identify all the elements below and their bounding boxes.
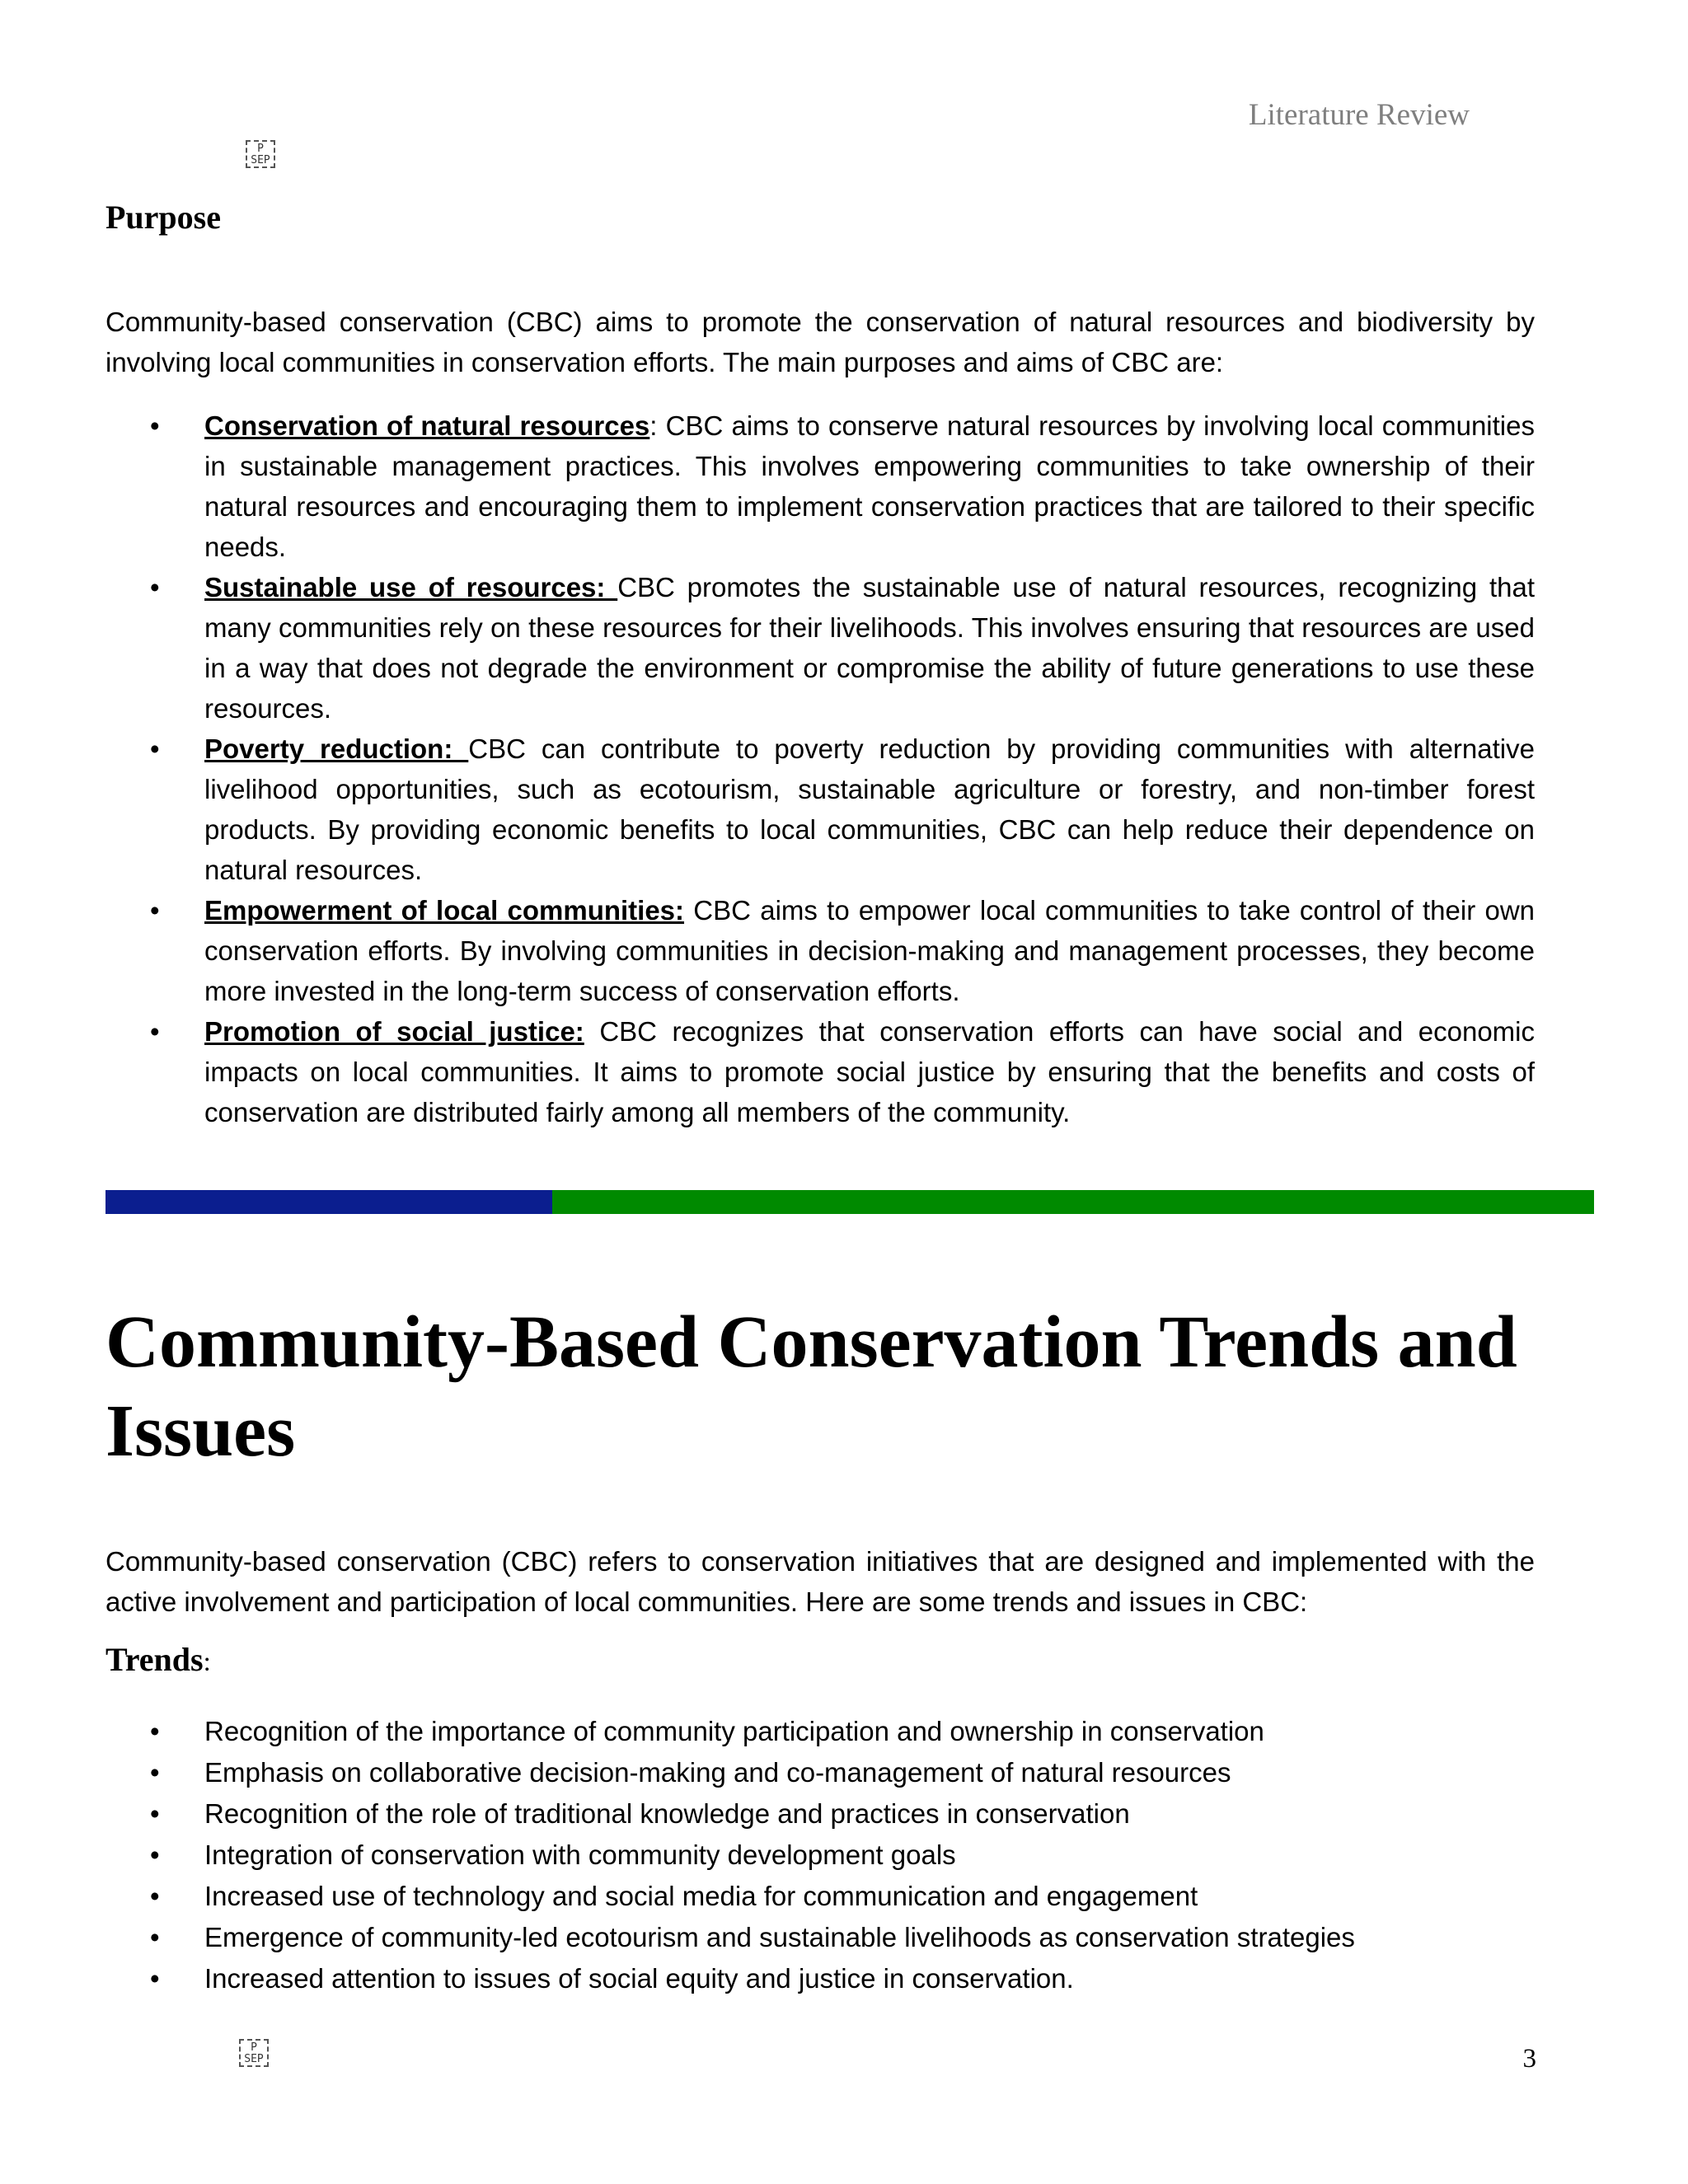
glyph-line-2: SEP [244, 2053, 264, 2065]
item-lead: Empowerment of local communities: [204, 895, 685, 926]
bullet-icon: • [150, 1016, 160, 1047]
list-item [106, 567, 1535, 729]
trend-text: Recognition of the importance of community participation and ownership in conservation [204, 1716, 1264, 1746]
trends-subheading-text: Trends [106, 1641, 204, 1678]
item-lead: Sustainable use of resources: [204, 572, 618, 602]
trend-text: Increased use of technology and social media for communication and engagement [204, 1881, 1198, 1911]
bullet-icon: • [150, 1881, 160, 1911]
glyph-line-1: P [257, 143, 264, 155]
trends-subheading-colon: : [203, 1647, 211, 1677]
item-sep: : [649, 410, 666, 441]
purpose-intro: Community-based conservation (CBC) aims to promote the conservation of natural resources and biodiversity by involving local communities in conservation efforts. The main purposes and aims of CBC are: [106, 307, 1535, 377]
trend-text: Emergence of community-led ecotourism and sustainable livelihoods as conservation strategies [204, 1922, 1355, 1952]
divider-blue-segment [106, 1190, 552, 1214]
list-item [106, 1958, 1535, 1999]
bullet-icon: • [150, 1757, 160, 1788]
trends-subheading [106, 1640, 211, 1679]
trend-text: Increased attention to issues of social equity and justice in conservation. [204, 1963, 1074, 1994]
list-item [106, 890, 1535, 1011]
list-item [106, 405, 1535, 567]
bullet-icon: • [150, 1840, 160, 1870]
bullet-icon: • [150, 1963, 160, 1994]
item-lead: Poverty reduction: [204, 733, 469, 764]
item-lead: Conservation of natural resources [204, 410, 650, 441]
list-item [106, 1835, 1535, 1876]
list-item [106, 1752, 1535, 1793]
list-item [106, 1876, 1535, 1917]
bullet-icon: • [150, 572, 160, 602]
item-sep [584, 1016, 600, 1047]
list-item [106, 1711, 1535, 1752]
trends-list [106, 1711, 1535, 1999]
bullet-icon: • [150, 895, 160, 926]
bullet-icon: • [150, 1922, 160, 1952]
item-text: CBC promotes the sustainable use of natural resources, recognizing that many communities rely on these resources for their livelihoods. This involves ensuring that resources are used in a way that does not degrade the environment or compromise the ability of future generations to use these resources. [204, 572, 1535, 724]
purpose-heading: Purpose [106, 199, 221, 236]
section-divider [106, 1190, 1594, 1214]
running-header: Literature Review [1248, 98, 1470, 132]
trend-text: Emphasis on collaborative decision-making and co-management of natural resources [204, 1757, 1231, 1788]
list-item [106, 729, 1535, 890]
trend-text: Integration of conservation with community development goals [204, 1840, 956, 1870]
bullet-icon: • [150, 733, 160, 764]
purpose-list [106, 405, 1535, 1132]
bullet-icon: • [150, 1716, 160, 1746]
trends-intro: Community-based conservation (CBC) refers to conservation initiatives that are designed and implemented with the active involvement and participation of local communities. Here are some trends and issues in CBC: [106, 1546, 1535, 1617]
bullet-icon: • [150, 1798, 160, 1829]
bullet-icon: • [150, 410, 160, 441]
section-title: Community-Based Conservation Trends and Issues [106, 1301, 1517, 1472]
placeholder-glyph-bottom [239, 2039, 269, 2067]
trend-text: Recognition of the role of traditional knowledge and practices in conservation [204, 1798, 1130, 1829]
item-text: CBC recognizes that conservation efforts can have social and economic impacts on local communities. It aims to promote social justice by ensuring that the benefits and costs of conservation are distributed fairly among all members of the community. [204, 1016, 1535, 1127]
item-text: CBC can contribute to poverty reduction by providing communities with alternative livelihood opportunities, such as ecotourism, sustainable agriculture or forestry, and non-timber forest products. By providing economic benefits to local communities, CBC can help reduce their dependence on natural resources. [204, 733, 1535, 885]
glyph-line-1: P [251, 2041, 257, 2054]
divider-green-segment [552, 1190, 1594, 1214]
placeholder-glyph-top [246, 140, 275, 168]
glyph-line-2: SEP [251, 154, 270, 166]
list-item [106, 1917, 1535, 1958]
page-number: 3 [1522, 2044, 1536, 2074]
item-text: CBC aims to empower local communities to take control of their own conservation efforts. By involving communities in decision-making and management processes, they become more invested in the long-term success of conservation efforts. [204, 895, 1536, 1006]
item-text: CBC aims to conserve natural resources by involving local communities in sustainable management practices. This involves empowering communities to take ownership of their natural resources and encouraging them to implement conservation practices that are tailored to their specific needs. [204, 410, 1535, 562]
list-item [106, 1011, 1535, 1132]
item-sep [684, 895, 693, 926]
list-item [106, 1793, 1535, 1835]
item-lead: Promotion of social justice: [204, 1016, 584, 1047]
